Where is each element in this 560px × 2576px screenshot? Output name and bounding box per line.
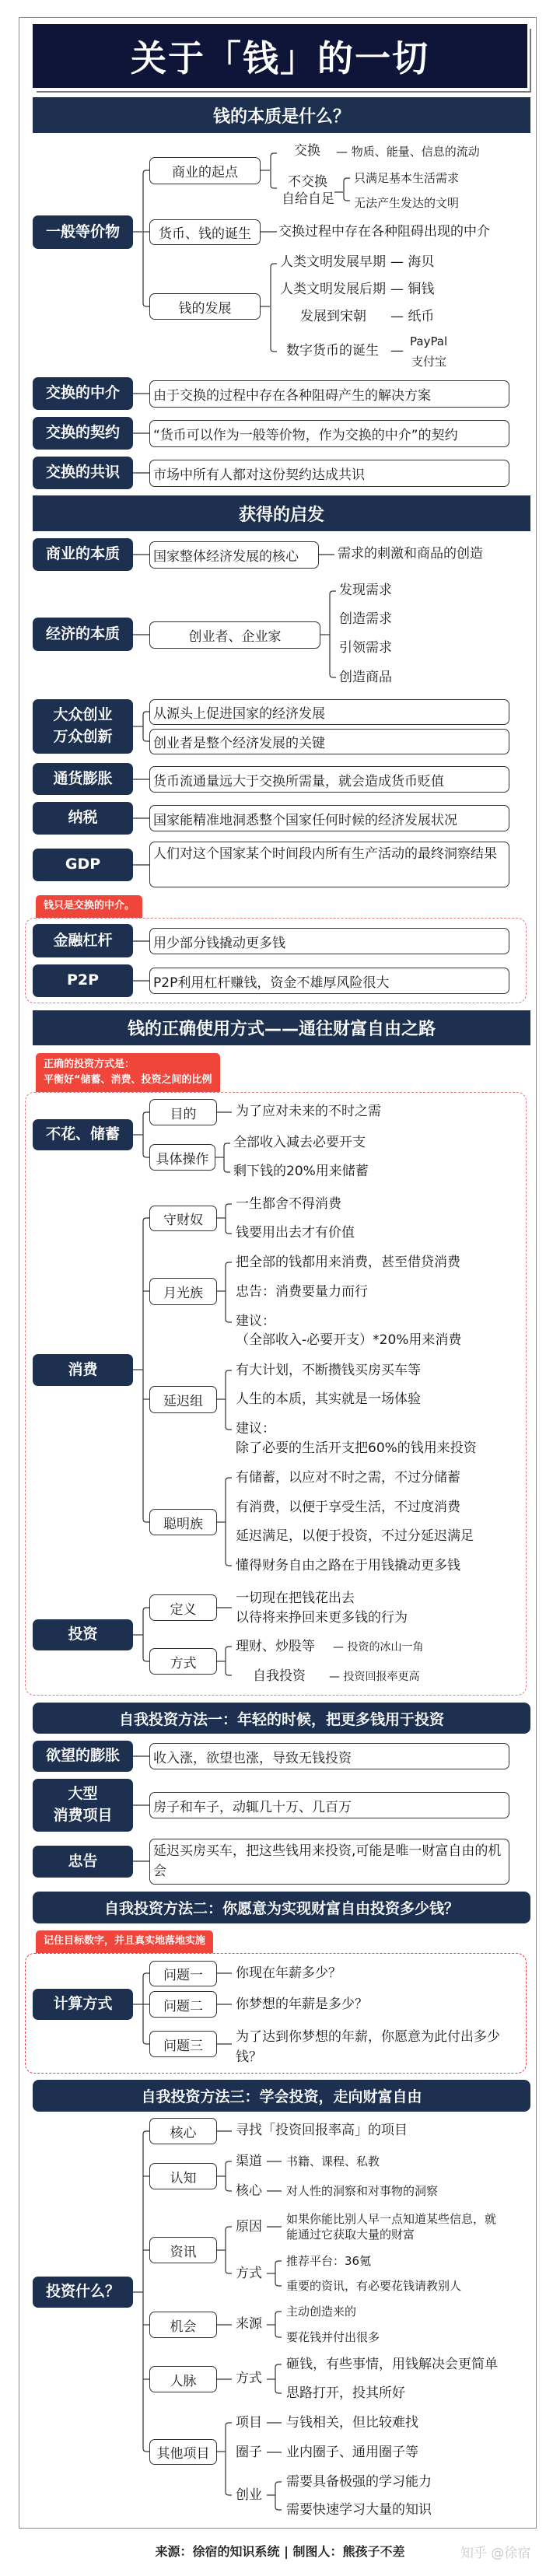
desc-tax: 国家能精准地洞悉整个国家任何时候的经济发展状况 (149, 805, 509, 831)
leaf-dev-stage: 数字货币的诞生 (286, 343, 379, 359)
node-operation: 具体操作 (149, 1144, 215, 1171)
page-title: 关于「钱」的一切 (33, 24, 527, 88)
leaf-smart: 有储蓄，以应对不时之需，不过分储蓄 (236, 1470, 460, 1486)
section-header-usage: 钱的正确使用方式——通往财富自由之路 (33, 1010, 530, 1045)
leaf-method-value: — 投资的冰山一角 (333, 1641, 424, 1654)
desc-big-spending: 房子和车子，动辄几十万、几百万 (149, 1792, 509, 1818)
section-header-essence: 钱的本质是什么？ (33, 97, 530, 133)
watermark: 知乎 @徐宿 (460, 2546, 531, 2561)
node-question-3: 问题三 (149, 2031, 217, 2057)
leaf-definition: 一切现在把钱花出去 (236, 1591, 355, 1606)
node-p2p: P2P (33, 964, 133, 997)
leaf-self-sufficient: 自给自足 (282, 191, 334, 207)
node-desire: 欲望的膨胀 (33, 1741, 133, 1772)
leaf-moonlight: 建议： (236, 1314, 275, 1329)
leaf-network-item: 砸钱，有些事情，用钱解决会更简单 (286, 2357, 498, 2372)
node-question-2: 问题二 (149, 1991, 217, 2018)
leaf-dev-stage: 人类文明发展后期 (280, 282, 386, 297)
desc-entrepreneur: 从源头上促进国家的经济发展 (149, 699, 509, 725)
leaf-source: 来源 (236, 2316, 262, 2332)
desc-gdp: 人们对这个国家某个时间段内所有生产活动的最终洞察结果 (149, 842, 509, 887)
node-economy-essence: 经济的本质 (33, 618, 133, 651)
leaf-demand-creation: 需求的刺激和商品的创造 (338, 546, 483, 562)
desc-inflation: 货币流通量远大于交换所需量，就会造成货币贬值 (149, 766, 509, 793)
leaf-dev-stage: 发展到宋朝 (300, 309, 366, 324)
leaf-reason-line: 如果你能比别人早一点知道某些信息，就 (286, 2212, 497, 2226)
leaf-operation: 剩下钱的20%用来储蓄 (233, 1164, 369, 1179)
leaf-economy-item: 创造需求 (339, 611, 392, 627)
leaf-smart: 延迟满足，以便于投资，不过分延迟满足 (236, 1528, 474, 1544)
leaf-moonlight: 把全部的钱都用来消费，甚至借贷消费 (236, 1255, 460, 1270)
leaf-smart: 有消费，以便于享受生活，不过度消费 (236, 1500, 460, 1515)
leaf-exchange: 交换 (294, 143, 320, 159)
leaf-smart: 懂得财务自由之路在于用钱撬动更多钱 (236, 1558, 460, 1573)
leaf-no-exchange: 不交换 (288, 174, 327, 190)
node-general-equivalent: 一般等价物 (33, 215, 133, 249)
node-exchange-medium: 交换的中介 (33, 377, 133, 410)
node-smart: 聪明族 (149, 1509, 217, 1535)
desc-exchange-medium: 由于交换的过程中存在各种阻碍产生的解决方案 (149, 380, 509, 408)
leaf-answer: 为了达到你梦想的年薪，你愿意为此付出多少钱？ (236, 2029, 500, 2065)
leaf-delay: 建议： (236, 1421, 275, 1437)
node-big-spending (33, 1779, 133, 1832)
node-moonlight: 月光族 (149, 1278, 217, 1305)
node-line: 大众创业 (53, 706, 113, 724)
leaf-other-value: 需要具备极强的学习能力 (286, 2474, 432, 2490)
node-invest: 投资 (33, 1619, 133, 1650)
leaf-dev-value: — 纸币 (390, 309, 435, 324)
node-information: 资讯 (149, 2237, 217, 2263)
desc-exchange-consensus: 市场中所有人都对这份契约达成共识 (149, 460, 509, 487)
leaf-answer: 你梦想的年薪是多少？ (236, 1997, 368, 2012)
leaf-source-item: 要花钱并付出很多 (286, 2330, 380, 2344)
leaf-cognition-value: 对人性的洞察和对事物的洞察 (286, 2184, 439, 2198)
leaf-miser: 钱要用出去才有价值 (236, 1225, 355, 1241)
node-mass-entrepreneurship (33, 699, 133, 754)
leaf-cognition-value: 书籍、课程、私教 (286, 2154, 380, 2168)
node-core: 核心 (149, 2118, 217, 2144)
leaf-dev-value: — (390, 343, 404, 359)
node-line: 大型 (68, 1785, 98, 1803)
leaf-other-key: 圈子 (236, 2445, 262, 2460)
node-commerce-essence: 商业的本质 (33, 538, 133, 571)
note-line: 平衡好“储蓄、消费、投资之间的比例 (44, 1074, 212, 1086)
desc-advice: 延迟买房买车，把这些钱用来投资,可能是唯一财富自由的机会 (149, 1839, 509, 1885)
section-header-method2: 自我投资方法二：你愿意为实现财富自由投资多少钱？ (33, 1892, 530, 1923)
leaf-no-civilization: 无法产生发达的文明 (354, 196, 460, 210)
box-entrepreneurs: 创业者、企业家 (149, 621, 320, 649)
node-line: 消费项目 (53, 1807, 113, 1824)
leaf-network-way: 方式 (236, 2371, 262, 2386)
node-money-development: 钱的发展 (149, 293, 261, 320)
leaf-paypal: PayPal (410, 334, 448, 348)
node-calc-method: 计算方式 (33, 1989, 133, 2020)
node-gdp: GDP (33, 849, 133, 881)
leaf-delay: 除了必要的生活开支把60%的钱用来投资 (236, 1440, 477, 1456)
leaf-other-key: 项目 (236, 2415, 262, 2431)
leaf-way-item: 推荐平台：36氪 (286, 2254, 372, 2268)
leaf-dev-value: — 铜钱 (390, 282, 435, 297)
node-consume: 消费 (33, 1354, 133, 1386)
leaf-alipay: 支付宝 (411, 355, 447, 369)
node-invest-method: 方式 (149, 1648, 217, 1675)
leaf-method-key: 自我投资 (253, 1668, 306, 1684)
leaf-economy-item: 发现需求 (339, 583, 392, 598)
leaf-method-key: 理财、炒股等 (236, 1639, 315, 1654)
leaf-miser: 一生都舍不得消费 (236, 1196, 341, 1212)
section-header-method1: 自我投资方法一：年轻的时候，把更多钱用于投资 (33, 1703, 530, 1734)
leaf-way-item: 重要的资讯，有必要花钱请教别人 (286, 2279, 462, 2293)
node-other-projects: 其他项目 (149, 2439, 217, 2465)
leaf-core-desc: 寻找「投资回报率高」的项目 (236, 2123, 408, 2138)
node-definition: 定义 (149, 1594, 217, 1621)
desc-p2p: P2P利用杠杆赚钱，资金不雄厚风险很大 (149, 968, 509, 994)
leaf-dev-stage: 人类文明发展早期 (280, 254, 386, 270)
leaf-info-reason: 原因 (236, 2219, 262, 2235)
leaf-other-value: 业内圈子、通用圈子等 (286, 2445, 418, 2460)
node-invest-what: 投资什么？ (33, 2277, 133, 2308)
node-cognition: 认知 (149, 2163, 217, 2189)
node-saving: 不花、储蓄 (33, 1119, 133, 1150)
node-inflation: 通货膨胀 (33, 763, 133, 795)
node-tax: 纳税 (33, 802, 133, 835)
leaf-dev-value: — 海贝 (390, 254, 435, 270)
leaf-money-birth-desc: 交换过程中存在各种阻碍出现的中介 (278, 224, 490, 240)
box-national-core: 国家整体经济发展的核心 (149, 541, 319, 569)
node-question-1: 问题一 (149, 1961, 217, 1986)
node-commerce-start: 商业的起点 (149, 157, 261, 184)
desc-desire: 收入涨，欲望也涨，导致无钱投资 (149, 1743, 509, 1769)
leaf-method-value: — 投资回报率更高 (329, 1671, 420, 1683)
footer-credit: 来源：徐宿的知识系统 | 制图人：熊孩子不差 (155, 2544, 405, 2559)
note-tag-medium: 钱只是交换的中介。 (36, 895, 142, 918)
desc-leverage: 用少部分钱撬动更多钱 (149, 928, 509, 954)
leaf-economy-item: 创造商品 (339, 670, 392, 685)
leaf-other-value: 与钱相关，但比较难找 (286, 2415, 418, 2431)
leaf-operation: 全部收入减去必要开支 (233, 1135, 366, 1150)
leaf-economy-item: 引领需求 (339, 640, 392, 656)
leaf-source-item: 主动创造来的 (286, 2305, 357, 2319)
node-line: 万众创新 (53, 728, 113, 745)
leaf-moonlight: 忠告：消费要量力而行 (236, 1284, 368, 1300)
section-header-insight: 获得的启发 (33, 495, 530, 531)
leaf-moonlight: （全部收入-必要开支）*20%用来消费 (236, 1332, 462, 1348)
leaf-definition: 以待将来挣回来更多钱的行为 (236, 1610, 408, 1626)
leaf-answer: 你现在年薪多少？ (236, 1965, 341, 1981)
leaf-cognition-key: 渠道 (236, 2154, 262, 2169)
node-purpose: 目的 (149, 1099, 217, 1125)
node-leverage: 金融杠杆 (33, 924, 133, 957)
node-miser: 守财奴 (149, 1206, 217, 1231)
leaf-other-value: 需要快速学习大量的知识 (286, 2502, 432, 2518)
leaf-cognition-key: 核心 (236, 2183, 262, 2199)
note-line: 正确的投资方式是： (44, 1058, 135, 1070)
section-header-method3: 自我投资方法三：学会投资，走向财富自由 (33, 2080, 530, 2112)
node-exchange-contract: 交换的契约 (33, 417, 133, 450)
leaf-network-item: 思路打开，投其所好 (286, 2385, 405, 2401)
node-exchange-consensus: 交换的共识 (33, 457, 133, 489)
node-money-birth: 货币、钱的诞生 (149, 219, 261, 245)
desc-entrepreneur: 创业者是整个经济发展的关键 (149, 729, 509, 754)
node-network: 人脉 (149, 2366, 217, 2392)
leaf-exchange-desc: — 物质、能量、信息的流动 (336, 145, 480, 159)
leaf-purpose-desc: 为了应对未来的不时之需 (236, 1104, 381, 1119)
leaf-reason-line: 能通过它获取大量的财富 (286, 2228, 415, 2242)
leaf-delay: 有大计划，不断攒钱买房买车等 (236, 1363, 421, 1378)
leaf-info-way: 方式 (236, 2266, 262, 2281)
leaf-other-key: 创业 (236, 2487, 262, 2503)
leaf-basic-needs: 只满足基本生活需求 (354, 171, 460, 185)
desc-exchange-contract: “货币可以作为一般等价物，作为交换的中介”的契约 (149, 420, 509, 447)
note-tag-balance (36, 1053, 220, 1092)
node-opportunity: 机会 (149, 2312, 217, 2338)
node-delay: 延迟组 (149, 1386, 217, 1413)
node-advice: 忠告 (33, 1846, 133, 1878)
note-tag-target: 记住目标数字，并且真实地落地实施 (36, 1930, 213, 1953)
leaf-delay: 人生的本质，其实就是一场体验 (236, 1391, 421, 1407)
